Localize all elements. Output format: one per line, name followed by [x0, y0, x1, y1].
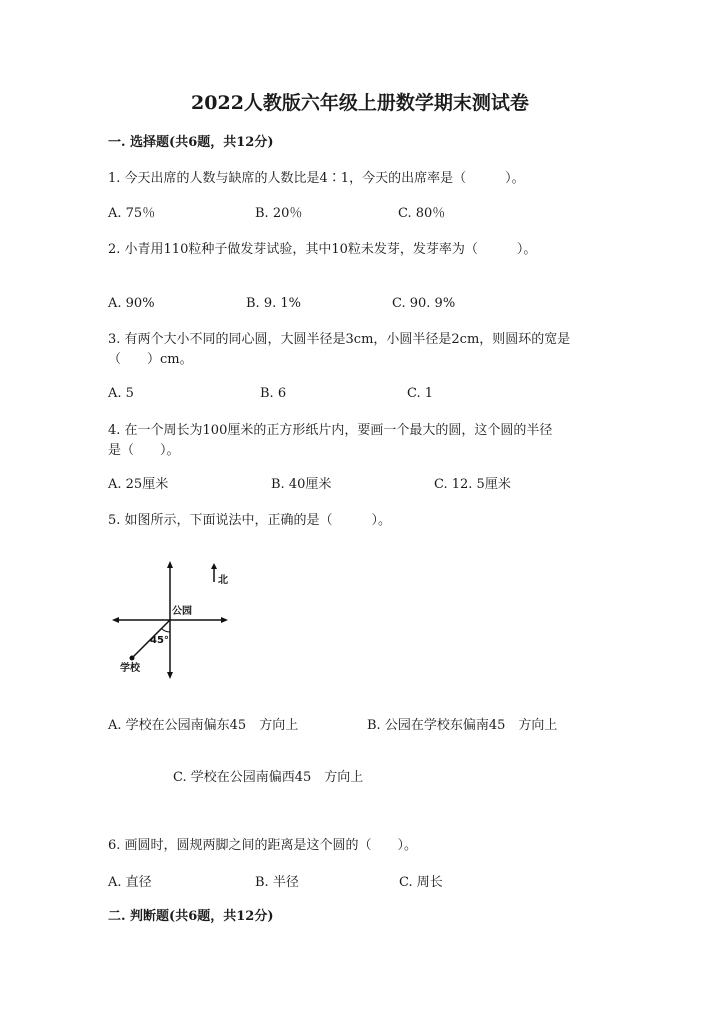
question-6-option-b: B. 半径: [255, 875, 299, 890]
question-1-option-b: B. 20％: [255, 206, 303, 221]
question-1-option-c: C. 80％: [398, 206, 446, 221]
question-6-option-a: A. 直径: [108, 875, 152, 890]
angle-arc: [162, 629, 171, 633]
north-indicator-arrowhead: [211, 563, 217, 569]
school-label: 学校: [120, 663, 140, 674]
question-3-option-a: A. 5: [108, 386, 134, 401]
question-6-stem: 6. 画圆时，圆规两脚之间的距离是这个圆的（ ）。: [108, 838, 418, 853]
question-4-stem-line1: 4. 在一个周长为100厘米的正方形纸片内，要画一个最大的圆，这个圆的半径: [108, 423, 553, 438]
school-point: [130, 656, 135, 661]
question-2-stem: 2. 小青用110粒种子做发芽试验，其中10粒未发芽，发芽率为（ ）。: [108, 242, 537, 257]
west-arrowhead: [112, 617, 119, 623]
question-5-stem: 5. 如图所示，下面说法中，正确的是（ ）。: [108, 513, 392, 528]
question-4-option-c: C. 12. 5厘米: [434, 477, 511, 492]
question-5-option-c: C. 学校在公园南偏西45 方向上: [173, 770, 364, 785]
question-3-option-b: B. 6: [260, 386, 287, 401]
question-4-option-a: A. 25厘米: [108, 477, 169, 492]
question-5-option-b: B. 公园在学校东偏南45 方向上: [367, 718, 558, 733]
section-heading-choice: 一. 选择题(共6题，共12分): [108, 135, 274, 150]
question-4-stem-line2: 是（ ）。: [108, 443, 180, 458]
north-label: 北: [218, 575, 228, 586]
direction-figure: [110, 560, 230, 680]
question-5-option-a: A. 学校在公园南偏东45 方向上: [108, 718, 299, 733]
section-heading-true-false: 二. 判断题(共6题，共12分): [108, 909, 274, 924]
question-1-stem: 1. 今天出席的人数与缺席的人数比是4∶1，今天的出席率是（ ）。: [108, 171, 525, 186]
question-2-option-b: B. 9. 1%: [246, 296, 301, 311]
south-arrowhead: [167, 672, 173, 679]
question-1-option-a: A. 75％: [108, 206, 156, 221]
question-6-option-c: C. 周长: [399, 875, 443, 890]
question-3-stem-line1: 3. 有两个大小不同的同心圆，大圆半径是3cm，小圆半径是2cm，则圆环的宽是: [108, 332, 571, 347]
question-3-option-c: C. 1: [407, 386, 434, 401]
park-label: 公园: [172, 606, 192, 617]
question-2-option-c: C. 90. 9%: [392, 296, 456, 311]
page-title: 2022人教版六年级上册数学期末测试卷: [191, 92, 529, 114]
question-4-option-b: B. 40厘米: [271, 477, 332, 492]
east-arrowhead: [221, 617, 228, 623]
question-3-stem-line2: （ ）cm。: [108, 352, 193, 367]
angle-label: 45°: [150, 635, 169, 646]
direction-diagram: [110, 560, 230, 680]
north-arrowhead: [167, 561, 173, 568]
question-2-option-a: A. 90%: [108, 296, 155, 311]
